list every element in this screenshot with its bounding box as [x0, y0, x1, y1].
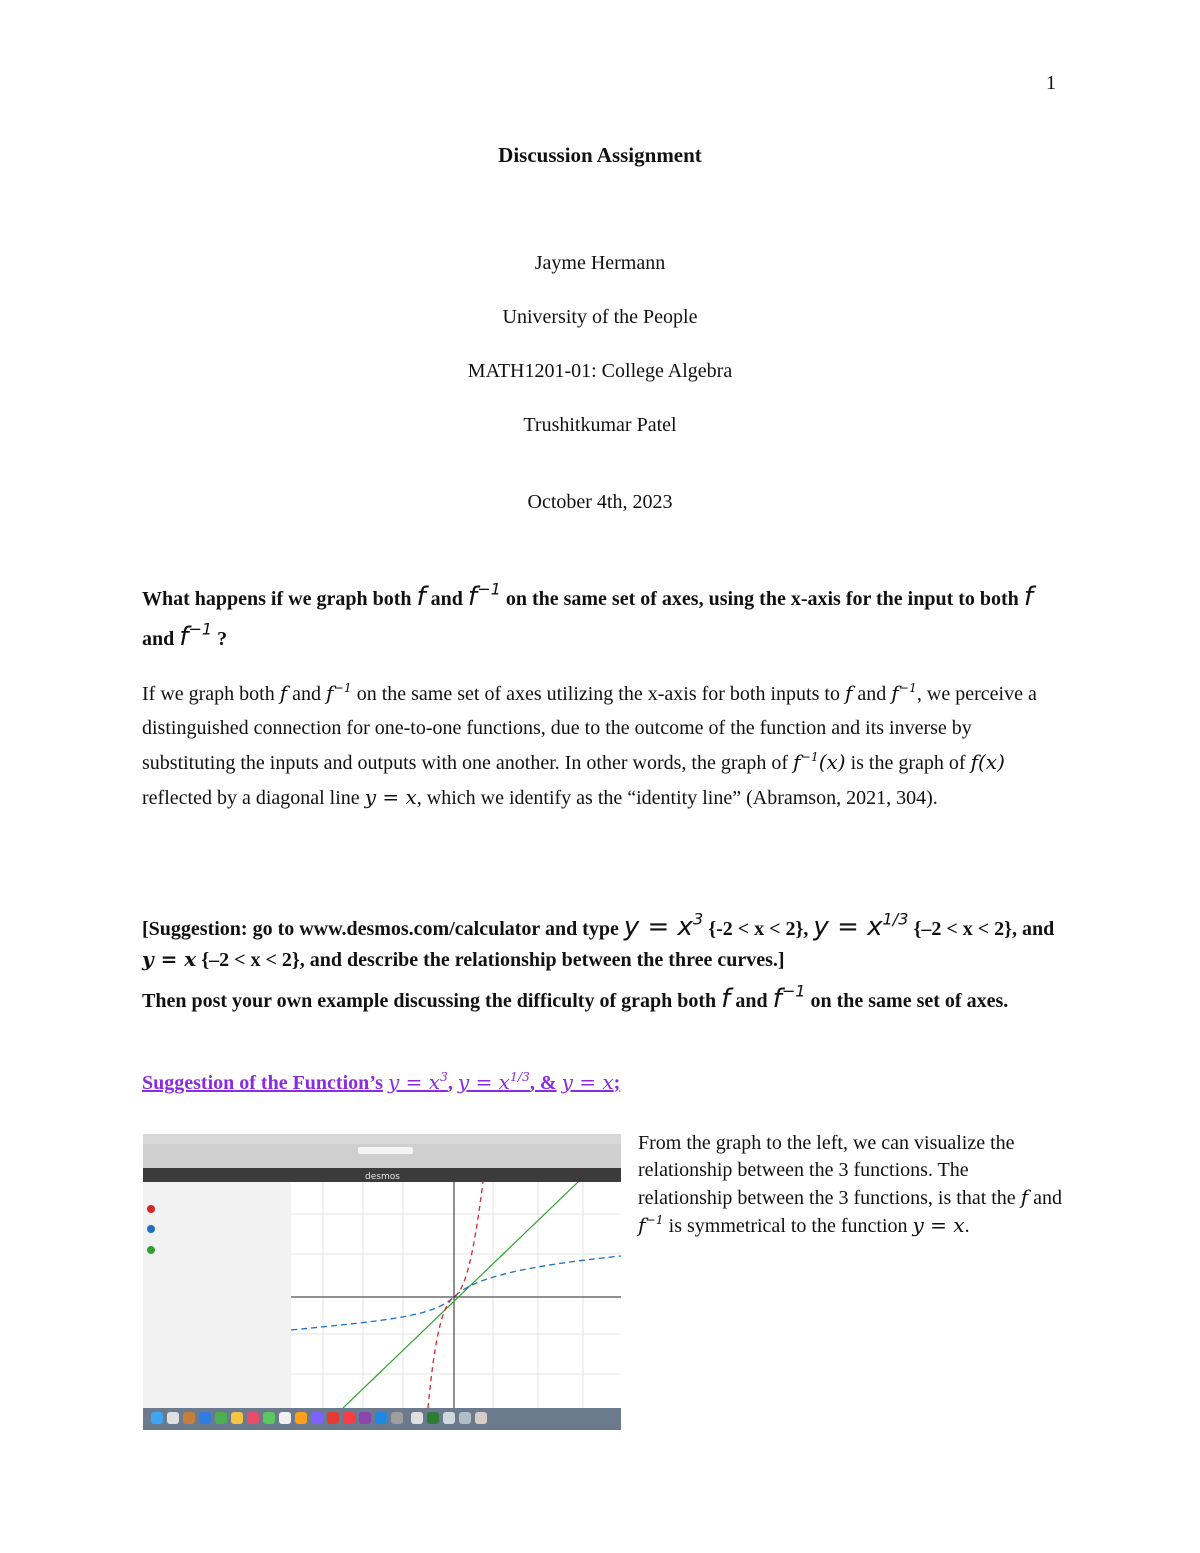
menu-bar — [143, 1134, 621, 1144]
page-number: 1 — [1046, 72, 1056, 94]
prompt-paragraph: Then post your own example discussing the difficulty of graph both f and $f^{-1}$ on the same set of axes. — [142, 981, 1009, 1014]
expression-3-color[interactable] — [147, 1246, 155, 1254]
instructor: Trushitkumar Patel — [523, 414, 677, 436]
graph-explanation: From the graph to the left, we can visualize the relationship between the 3 functions. The relationship between the 3 functions, is that the f and $f^{-1}$ is symmetrical to the function y = x. — [638, 1132, 1062, 1237]
graph-screenshot-image — [143, 1134, 621, 1430]
functions-heading: Suggestion of the Function’s $y = x^3$, $y = x^{1/3}$, & y = x; — [142, 1068, 621, 1094]
suggestion-paragraph: [Suggestion: go to www.desmos.com/calculator and type $y = x^3$ {-2 < x < 2}, $y = x^{1/3}$ {–2 < x < 2}, and y = x {–2 < x < 2}, and describe the relationship between the three curves.] — [142, 909, 1055, 971]
date: October 4th, 2023 — [527, 491, 673, 513]
question-paragraph: What happens if we graph both f and $f^{-1}$ on the same set of axes, using the x-axis for the input to both f and $f^{-1}$ ? — [142, 579, 1033, 652]
expression-panel — [143, 1182, 291, 1408]
address-bar — [358, 1147, 413, 1154]
author-name: Jayme Hermann — [534, 252, 666, 274]
dock-icons — [151, 1412, 487, 1424]
app-title: desmos — [365, 1172, 400, 1182]
expression-2-color[interactable] — [147, 1225, 155, 1233]
institution: University of the People — [502, 306, 698, 328]
answer-paragraph: If we graph both f and $f^{-1}$ on the same set of axes utilizing the x-axis for both inputs to f and $f^{-1}$, we perceive a distinguished connection for one-to-one functions, due to the outcome of the function and its inverse by substituting the inputs and outputs with one another. In other words, the graph of $f^{-1}(x)$ is the graph of f(x) reflected by a diagonal line y = x, which we identify as the “identity line” (Abramson, 2021, 304). — [142, 679, 1037, 809]
expression-1-color[interactable] — [147, 1205, 155, 1213]
graph-screenshot — [143, 1134, 621, 1430]
course: MATH1201-01: College Algebra — [467, 360, 733, 382]
document-title: Discussion Assignment — [498, 143, 702, 167]
